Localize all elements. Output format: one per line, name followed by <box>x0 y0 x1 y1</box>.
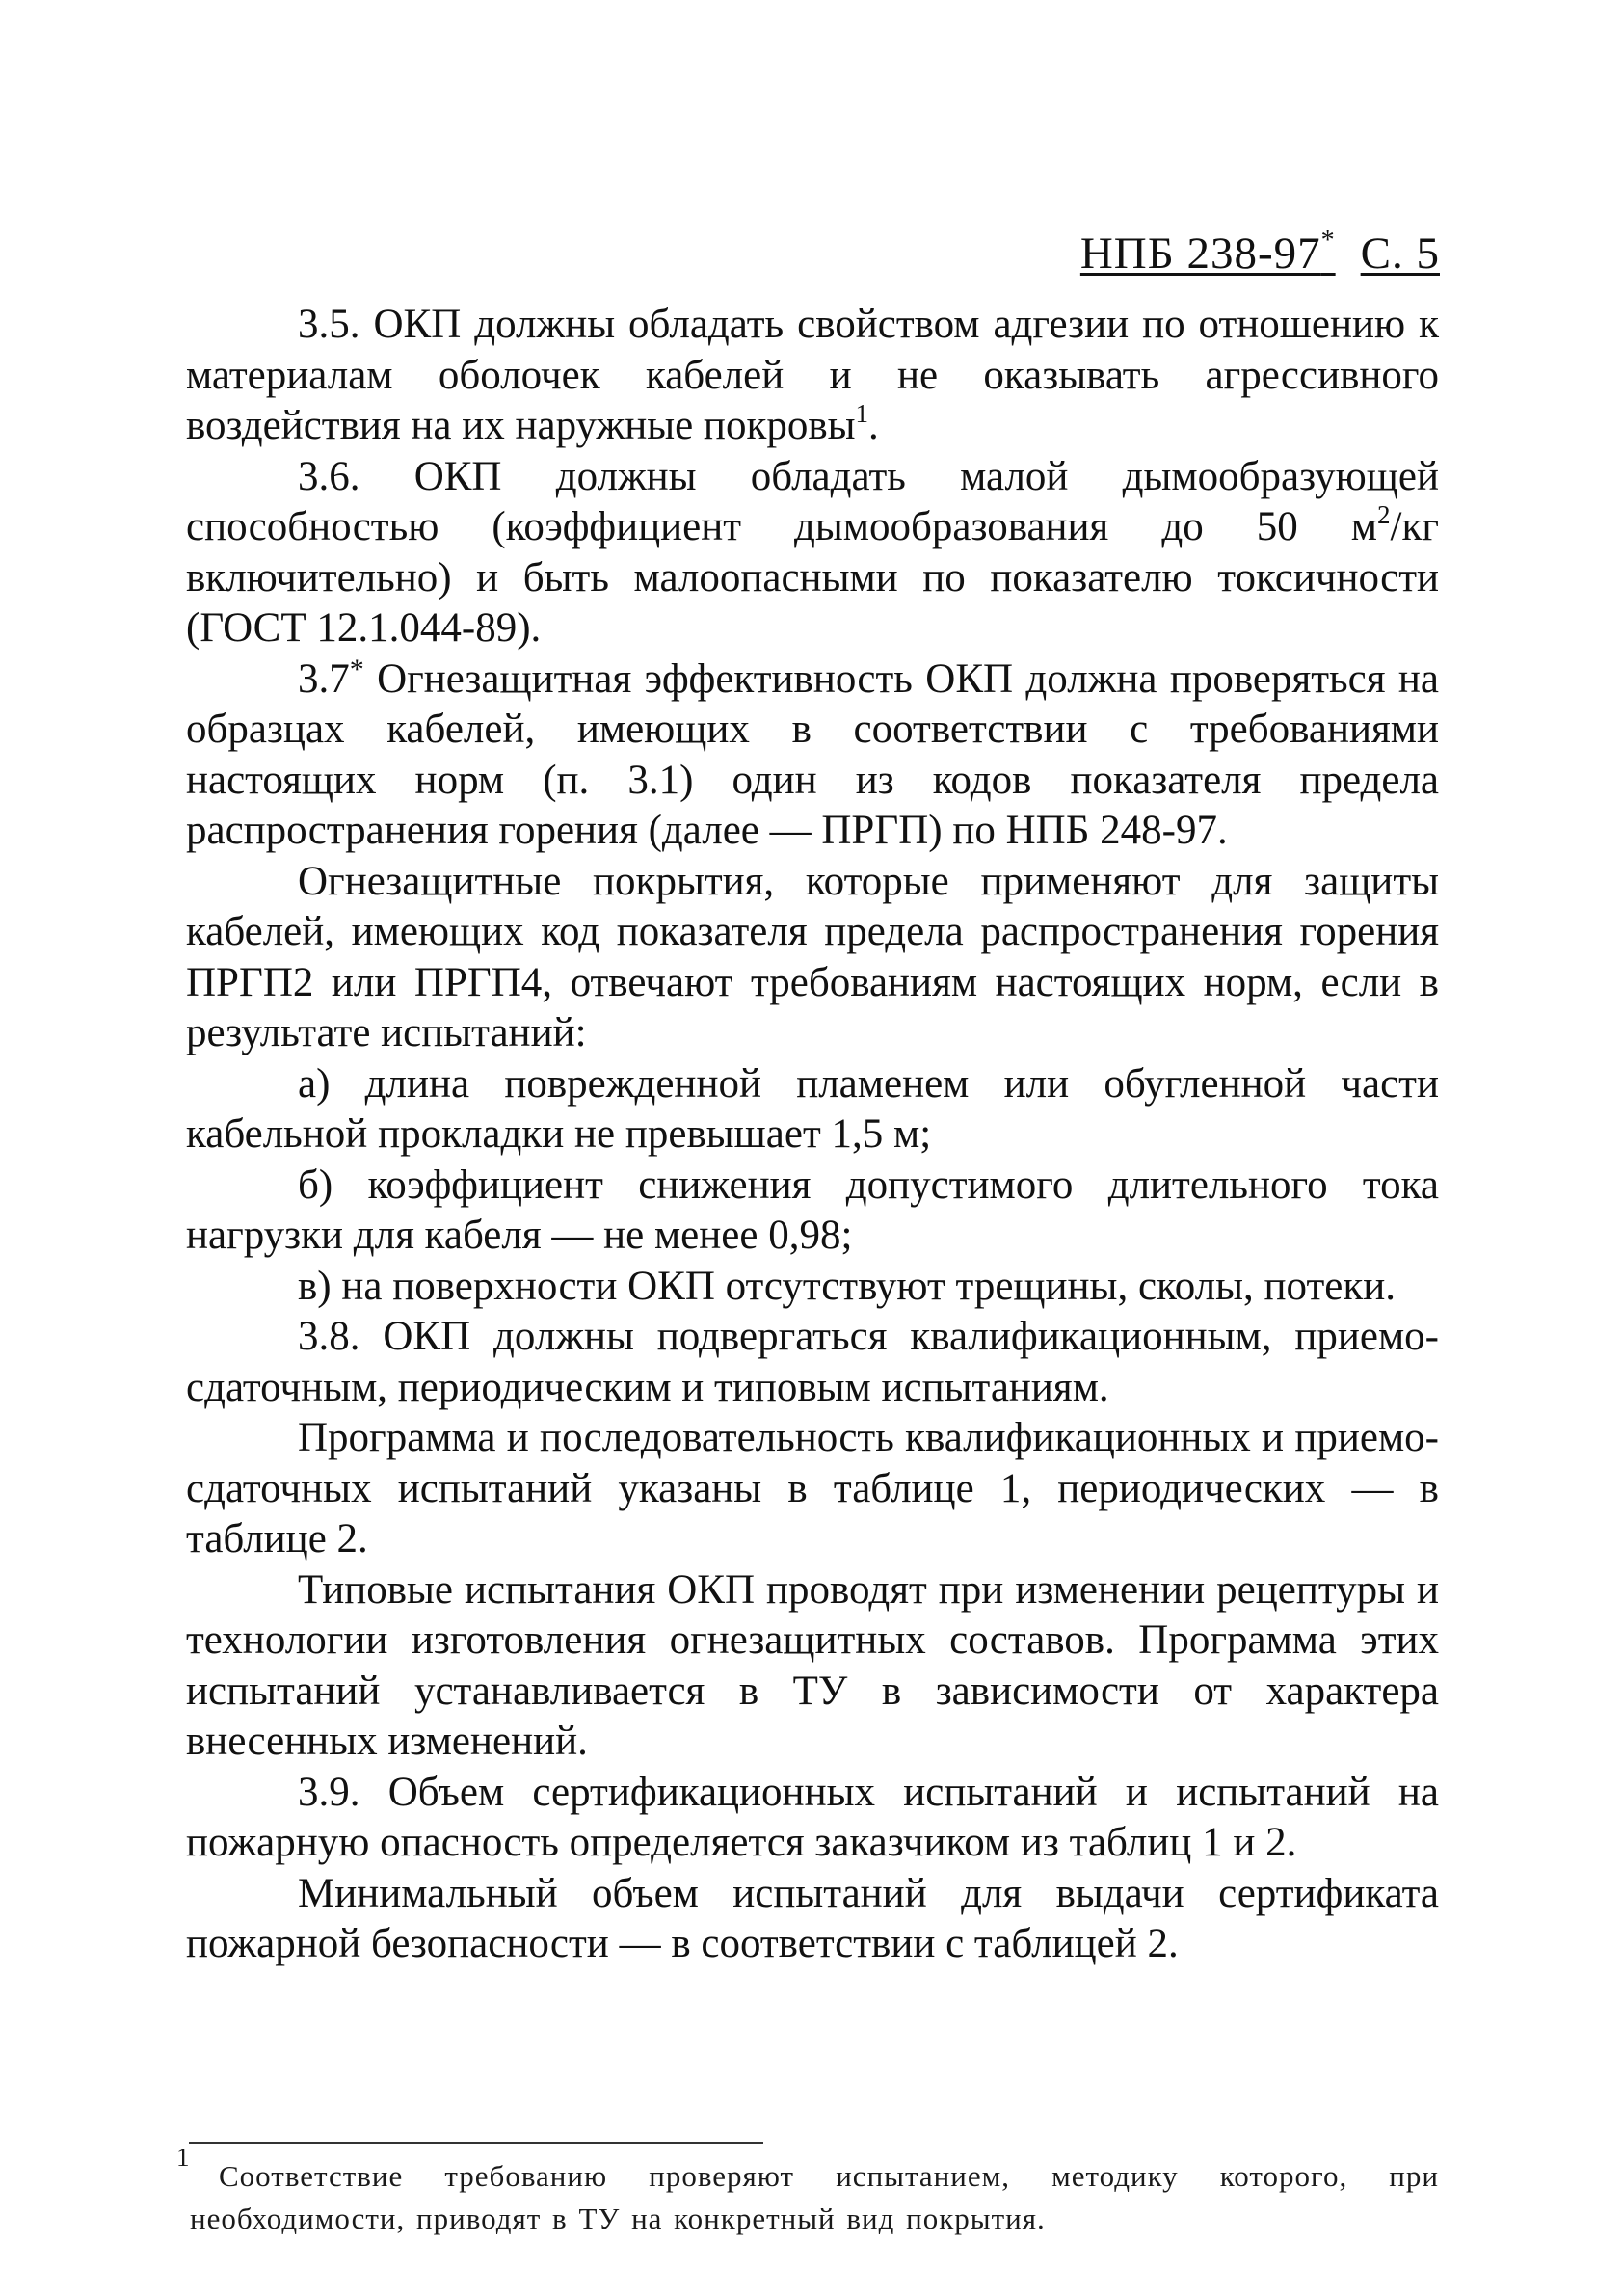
header-page-label: С. 5 <box>1360 228 1440 279</box>
paragraph-text: Программа и последовательность квалификационных и приемо-сдаточных испытаний указаны в таблице 1, периодических — в таблице 2. <box>186 1415 1439 1562</box>
footnote-mark: 1 <box>176 2143 191 2172</box>
paragraph-text: Огнезащитная эффективность ОКП должна проверяться на образцах кабелей, имеющих в соответствии с требованиями настоящих норм (п. 3.1) один из кодов показателя предела распространения горения (далее — ПРГП) по НПБ 248-97. <box>186 655 1439 853</box>
paragraph-p-3-9 <box>186 1768 1439 1869</box>
paragraph-text: Огнезащитные покрытия, которые применяют для защиты кабелей, имеющих код показателя предела распространения горения ПРГП2 или ПРГП4, отвечают требованиям настоящих норм, если в результате испытаний: <box>186 858 1439 1055</box>
paragraph-amendment-star: * <box>349 653 364 685</box>
footnote-separator <box>189 2142 763 2144</box>
footnote-text: Соответствие требованию проверяют испытанием, методику которого, при необходимости, приводят в ТУ на конкретный вид покрытия. <box>190 2159 1439 2235</box>
paragraph-text: а) длина поврежденной пламенем или обугленной части кабельной прокладки не превышает 1,5 м; <box>186 1060 1439 1157</box>
paragraph-text: б) коэффициент снижения допустимого длительного тока нагрузки для кабеля — не менее 0,98; <box>186 1161 1439 1258</box>
paragraph-text: Типовые испытания ОКП проводят при изменении рецептуры и технологии изготовления огнезащитных составов. Программа этих испытаний устанавливается в ТУ в зависимости от характера внесенных изменений. <box>186 1566 1439 1764</box>
footnote <box>176 2143 1439 2240</box>
running-header <box>1080 214 1440 280</box>
header-amendment-star: * <box>1320 226 1336 255</box>
paragraph-text: 3.8. ОКП должны подвергаться квалификационным, приемо-сдаточным, периодическим и типовым испытаниям. <box>186 1314 1439 1410</box>
paragraph-p-3-8-typical <box>186 1565 1439 1768</box>
body-text <box>186 300 1439 1970</box>
paragraph-p-3-7-cont <box>186 857 1439 1059</box>
paragraph-item-a <box>186 1059 1439 1161</box>
paragraph-text: в) на поверхности ОКП отсутствуют трещины, сколы, потеки. <box>298 1263 1396 1309</box>
paragraph-p-3-6 <box>186 452 1439 654</box>
paragraph-p-3-5 <box>186 300 1439 452</box>
header-doc-code: НПБ 238-97 <box>1079 228 1321 279</box>
paragraph-text: . <box>868 403 879 448</box>
paragraph-p-3-9-min <box>186 1869 1439 1970</box>
paragraph-superscript: 2 <box>1377 500 1391 529</box>
paragraph-text: 3.9. Объем сертификационных испытаний и испытаний на пожарную опасность определяется заказчиком из таблиц 1 и 2. <box>186 1769 1439 1865</box>
paragraph-item-b <box>186 1161 1439 1262</box>
paragraph-p-3-8 <box>186 1312 1439 1413</box>
paragraph-p-3-7 <box>186 654 1439 857</box>
paragraph-text: 3.7 <box>298 655 350 702</box>
paragraph-superscript: 1 <box>855 399 869 428</box>
paragraph-p-3-8-program <box>186 1413 1439 1565</box>
paragraph-text: Минимальный объем испытаний для выдачи сертификата пожарной безопасности — в соответствии с таблицей 2. <box>186 1870 1439 1966</box>
paragraph-text: 3.5. ОКП должны обладать свойством адгезии по отношению к материалам оболочек кабелей и не оказывать агрессивного воздействия на их наружные покровы <box>186 302 1439 448</box>
paragraph-text: /кг включительно) и быть малоопасными по показателю токсичности (ГОСТ 12.1.044-89). <box>186 504 1439 651</box>
paragraph-text: 3.6. ОКП должны обладать малой дымообразующей способностью (коэффициент дымообразования до 50 м <box>186 453 1439 549</box>
paragraph-item-v <box>186 1262 1439 1313</box>
